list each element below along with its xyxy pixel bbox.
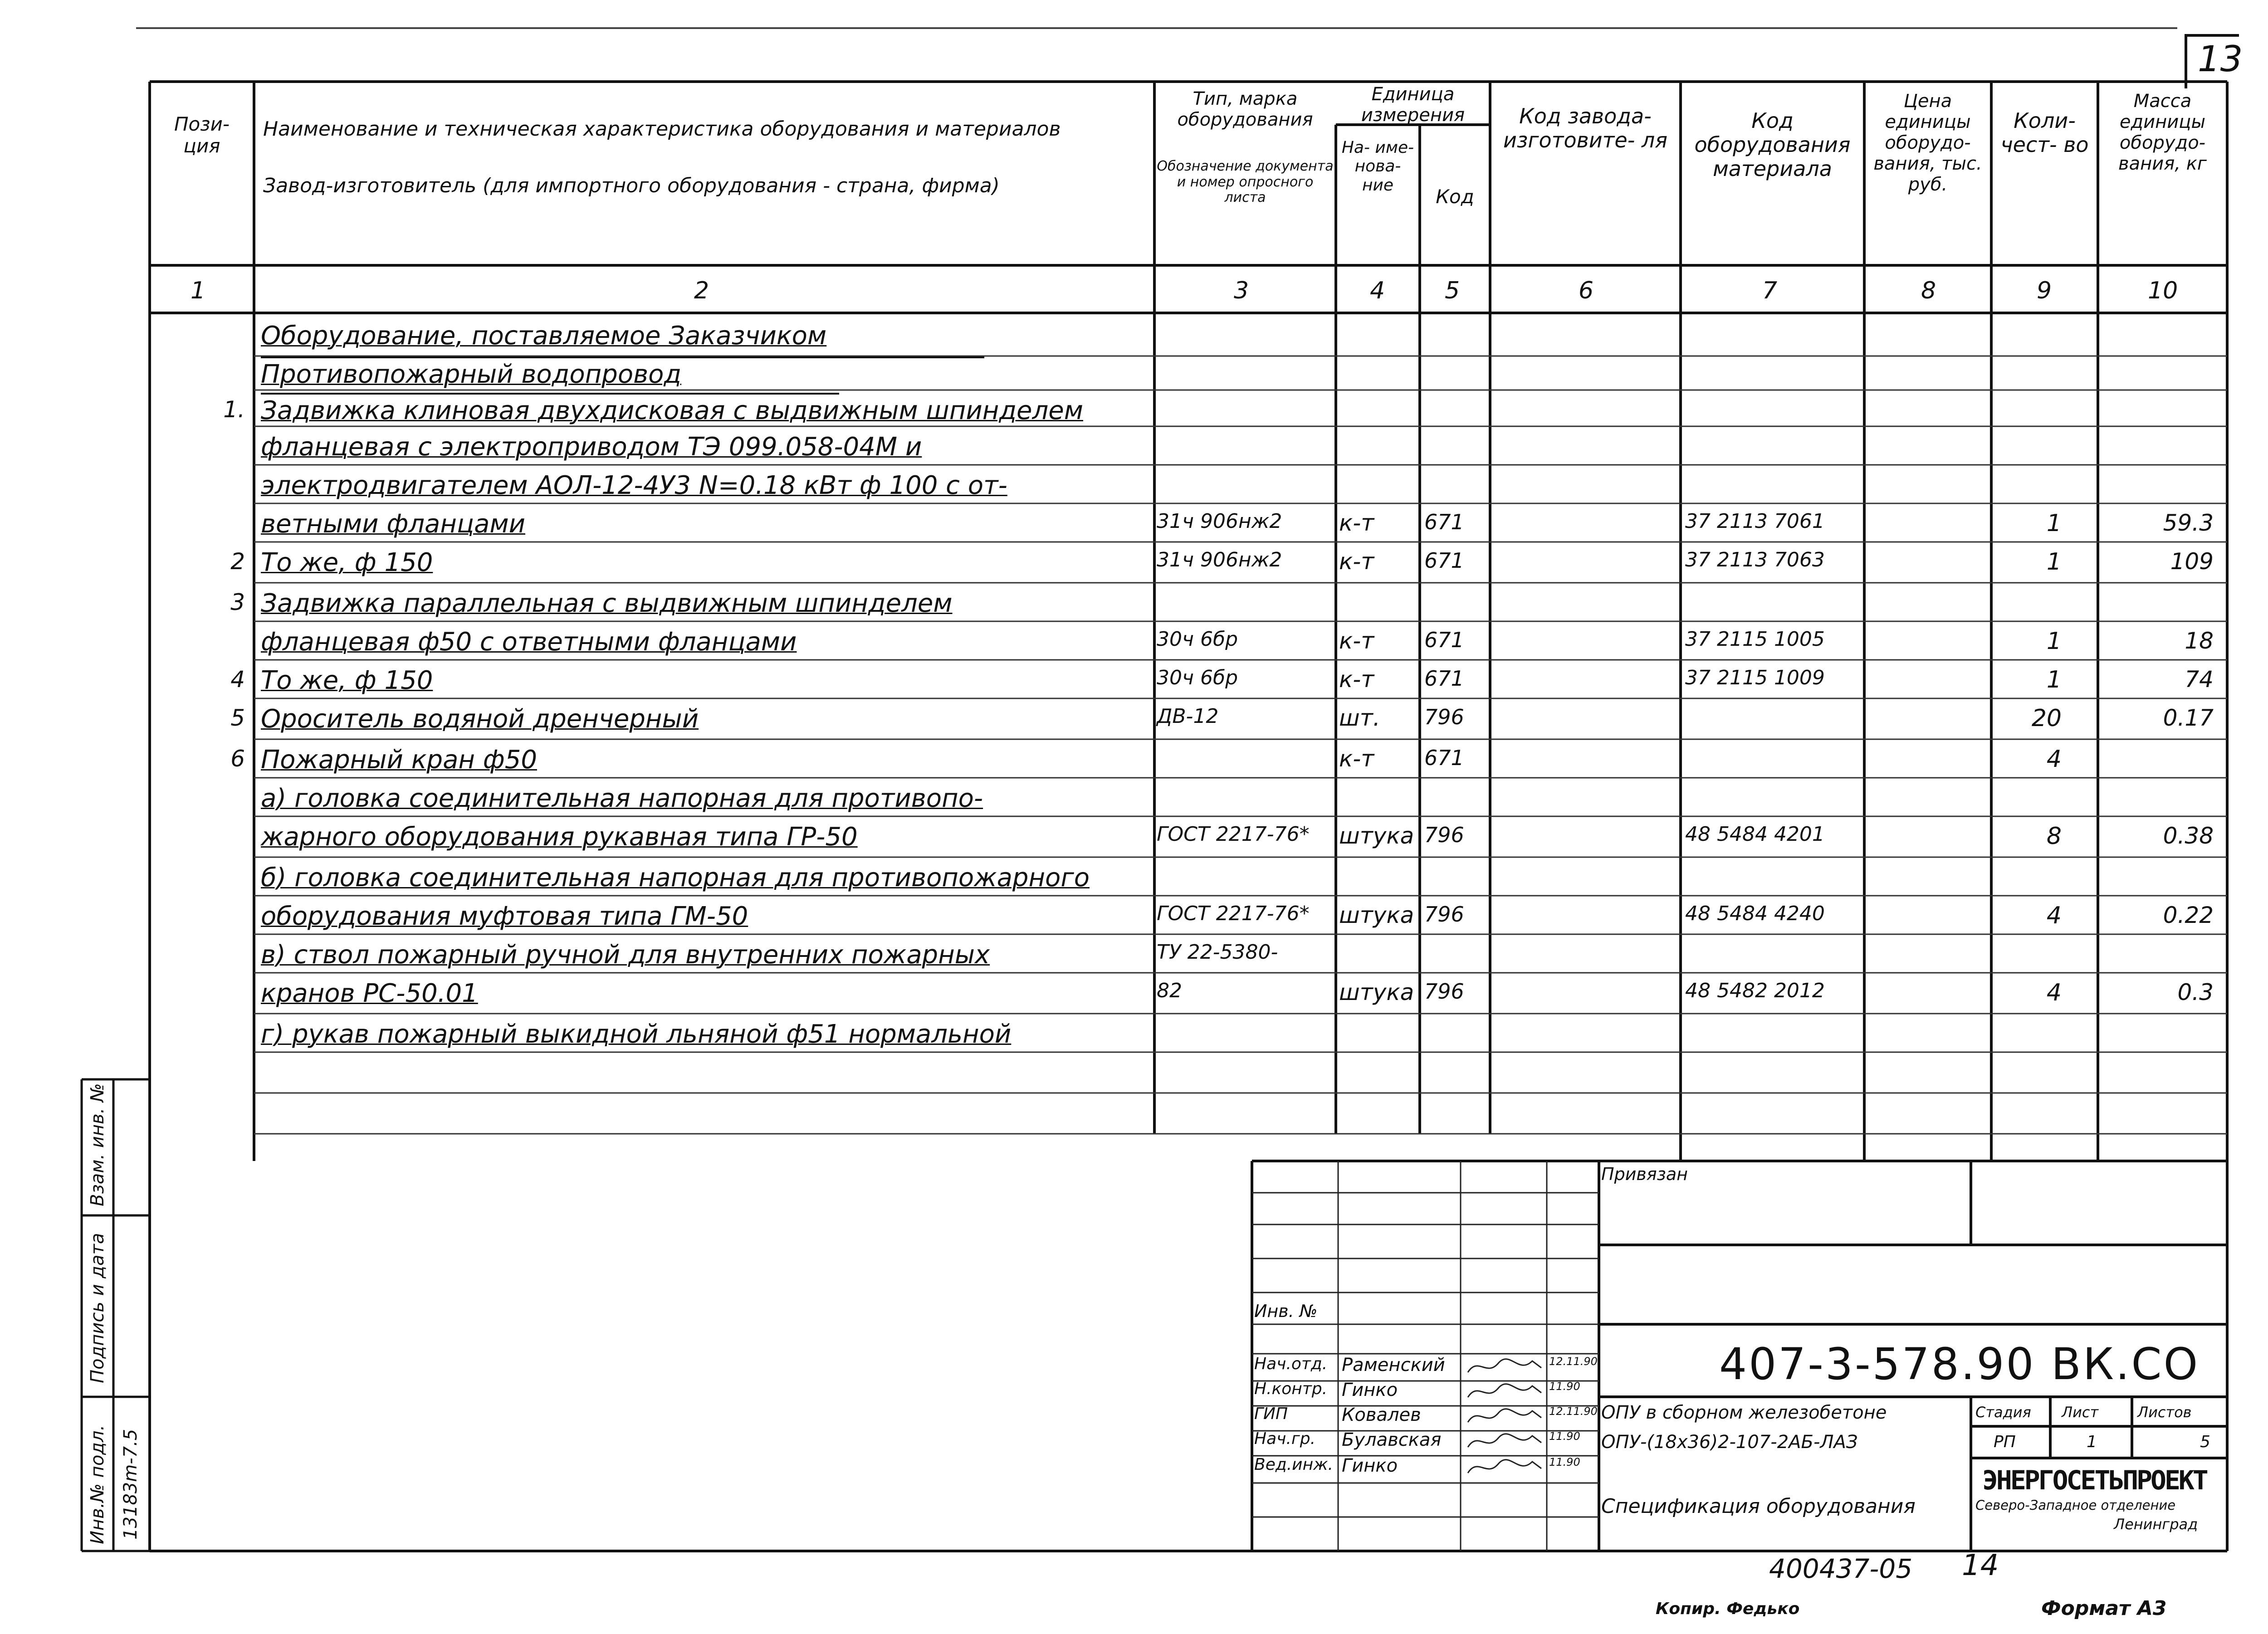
stamp-role-date: 11.90 bbox=[1549, 1430, 1580, 1443]
row-unit: к-т bbox=[1339, 510, 1374, 536]
row-unit-code: 671 bbox=[1424, 746, 1464, 770]
row-pos: 4 bbox=[230, 666, 245, 693]
signature-mark bbox=[1464, 1404, 1546, 1429]
stamp-role-role: Нач.отд. bbox=[1254, 1355, 1328, 1373]
row-name: ветными фланцами bbox=[261, 509, 526, 539]
stamp-privyazan: Привязан bbox=[1601, 1164, 1688, 1184]
row-equip-code: 37 2113 7063 bbox=[1685, 548, 1825, 571]
row-name: г) рукав пожарный выкидной льняной ф51 нормальной bbox=[261, 1019, 1012, 1049]
stamp-role-date: 12.11.90 bbox=[1549, 1405, 1598, 1418]
row-pos: 5 bbox=[230, 705, 245, 731]
row-unit-code: 796 bbox=[1424, 902, 1464, 927]
col-num-7: 7 bbox=[1762, 277, 1778, 304]
row-mass: 0.38 bbox=[2163, 823, 2214, 849]
col-num-9: 9 bbox=[2037, 277, 2052, 304]
doc-code: 407-3-578.90 ВК.СО bbox=[1719, 1339, 2200, 1390]
stamp-role-date: 11.90 bbox=[1549, 1380, 1580, 1393]
row-type: 31ч 906нж2 bbox=[1157, 548, 1282, 571]
row-equip-code: 37 2113 7061 bbox=[1685, 510, 1825, 533]
header-factory-code: Код завода- изготовите- ля bbox=[1503, 104, 1667, 152]
signature-mark bbox=[1464, 1379, 1546, 1404]
stamp-stage: РП bbox=[1994, 1433, 2016, 1451]
row-equip-code: 37 2115 1005 bbox=[1685, 628, 1825, 651]
row-unit: штука bbox=[1339, 979, 1414, 1005]
row-unit: к-т bbox=[1339, 746, 1374, 772]
row-name: оборудования муфтовая типа ГМ-50 bbox=[261, 902, 748, 931]
stamp-role-date: 12.11.90 bbox=[1549, 1355, 1598, 1368]
row-name: Противопожарный водопровод bbox=[261, 360, 682, 389]
signature-mark bbox=[1464, 1354, 1546, 1379]
row-pos: 6 bbox=[230, 746, 245, 772]
row-qty: 1 bbox=[2046, 548, 2062, 576]
copy-label: Копир. Федько bbox=[1656, 1600, 1800, 1618]
row-name: б) головка соединительная напорная для противопожарного bbox=[261, 863, 1090, 893]
header-equip-code: Код оборудования материала bbox=[1694, 108, 1851, 181]
org-city: Ленинград bbox=[2114, 1516, 2198, 1533]
row-name: Оборудование, поставляемое Заказчиком bbox=[261, 321, 827, 351]
row-pos: 2 bbox=[230, 548, 245, 575]
header-unit-code: Код bbox=[1436, 185, 1474, 208]
col-num-4: 4 bbox=[1370, 277, 1385, 304]
row-type: ГОСТ 2217-76* bbox=[1157, 902, 1310, 925]
row-pos: 1. bbox=[223, 396, 245, 423]
row-type: ТУ 22-5380- bbox=[1157, 941, 1278, 964]
row-type: 30ч 6бр bbox=[1157, 666, 1238, 689]
row-qty: 1 bbox=[2046, 628, 2062, 655]
row-name: электродвигателем АОЛ-12-4У3 N=0.18 кВт ф 100 с от- bbox=[261, 471, 1007, 500]
stamp-role-role: Н.контр. bbox=[1254, 1380, 1328, 1398]
header-type-sub: Обозначение документа и номер опросного листа bbox=[1157, 158, 1334, 205]
col-num-6: 6 bbox=[1579, 277, 1594, 304]
stamp-role-role: Нач.гр. bbox=[1254, 1429, 1316, 1448]
header-name-line2: Завод-изготовитель (для импортного оборудования - страна, фирма) bbox=[263, 174, 1000, 197]
stamp-sheets-label: Листов bbox=[2137, 1404, 2192, 1421]
stamp-desc-line1: ОПУ в сборном железобетоне bbox=[1601, 1402, 1887, 1423]
stamp-sheets: 5 bbox=[2200, 1433, 2210, 1451]
sheet-number: 13 bbox=[2198, 39, 2243, 80]
col-num-2: 2 bbox=[694, 277, 709, 304]
row-type: 30ч 6бр bbox=[1157, 628, 1238, 651]
row-unit-code: 671 bbox=[1424, 666, 1464, 691]
row-name: фланцевая ф50 с ответными фланцами bbox=[261, 627, 797, 657]
header-mass: Масса единицы оборудо- вания, кг bbox=[2118, 91, 2207, 174]
row-mass: 0.22 bbox=[2163, 902, 2214, 928]
row-qty: 4 bbox=[2046, 979, 2062, 1006]
row-unit-code: 671 bbox=[1424, 628, 1464, 652]
row-equip-code: 48 5484 4201 bbox=[1685, 823, 1825, 846]
row-name: Пожарный кран ф50 bbox=[261, 745, 537, 775]
header-pos: Пози- ция bbox=[174, 113, 230, 157]
row-type: ДВ-12 bbox=[1157, 705, 1219, 728]
row-qty: 1 bbox=[2046, 510, 2062, 537]
col-num-3: 3 bbox=[1234, 277, 1249, 304]
footer-number: 400437-05 bbox=[1769, 1553, 1913, 1584]
row-unit: к-т bbox=[1339, 548, 1374, 575]
row-qty: 4 bbox=[2046, 902, 2062, 929]
stamp-desc-line2: ОПУ-(18х36)2-107-2АБ-ЛАЗ bbox=[1601, 1432, 1858, 1453]
row-unit: шт. bbox=[1339, 705, 1380, 731]
stamp-stage-label: Стадия bbox=[1975, 1404, 2031, 1421]
stamp-sheet-label: Лист bbox=[2062, 1404, 2099, 1421]
row-unit-code: 796 bbox=[1424, 705, 1464, 729]
row-qty: 1 bbox=[2046, 666, 2062, 693]
format-label: Формат А3 bbox=[2041, 1597, 2167, 1620]
strip-inv-orig: Инв.№ подл. bbox=[87, 1424, 108, 1544]
row-qty: 4 bbox=[2046, 746, 2062, 773]
row-unit-code: 796 bbox=[1424, 979, 1464, 1004]
row-mass: 18 bbox=[2185, 628, 2214, 654]
stamp-role-role: Вед.инж. bbox=[1254, 1455, 1333, 1474]
header-qty: Коли- чест- во bbox=[2000, 108, 2089, 157]
row-mass: 0.3 bbox=[2177, 979, 2214, 1005]
row-unit: к-т bbox=[1339, 666, 1374, 693]
stamp-role-name: Раменский bbox=[1342, 1355, 1445, 1375]
row-name: кранов РС-50.01 bbox=[261, 979, 478, 1008]
row-type: 82 bbox=[1157, 979, 1182, 1002]
signature-mark bbox=[1464, 1455, 1546, 1480]
col-num-1: 1 bbox=[191, 277, 206, 304]
row-unit: штука bbox=[1339, 902, 1414, 928]
col-num-5: 5 bbox=[1445, 277, 1460, 304]
row-name: в) ствол пожарный ручной для внутренних пожарных bbox=[261, 940, 990, 970]
row-equip-code: 37 2115 1009 bbox=[1685, 666, 1825, 689]
row-mass: 74 bbox=[2185, 666, 2214, 693]
row-mass: 59.3 bbox=[2163, 510, 2214, 536]
row-name: То же, ф 150 bbox=[261, 666, 433, 695]
stamp-inv-no: Инв. № bbox=[1254, 1301, 1318, 1321]
org-branch: Северо-Западное отделение bbox=[1975, 1497, 2176, 1513]
strip-inv-value: 13183m-7.5 bbox=[120, 1429, 141, 1540]
row-equip-code: 48 5482 2012 bbox=[1685, 979, 1825, 1002]
row-name: фланцевая с электроприводом ТЭ 099.058-04М и bbox=[261, 432, 922, 462]
row-name: Ороситель водяной дренчерный bbox=[261, 704, 699, 734]
col-num-10: 10 bbox=[2148, 277, 2178, 304]
stamp-role-name: Булавская bbox=[1342, 1429, 1442, 1450]
row-name: а) головка соединительная напорная для противопо- bbox=[261, 784, 983, 813]
row-equip-code: 48 5484 4240 bbox=[1685, 902, 1825, 925]
strip-inv-dup: Взам. инв. № bbox=[87, 1083, 108, 1206]
strip-sign-date: Подпись и дата bbox=[87, 1233, 108, 1383]
row-pos: 3 bbox=[230, 589, 245, 615]
row-unit-code: 671 bbox=[1424, 510, 1464, 534]
row-name: Задвижка параллельная с выдвижным шпинделем bbox=[261, 589, 953, 618]
row-name: жарного оборудования рукавная типа ГР-50 bbox=[261, 822, 858, 852]
stamp-sheet: 1 bbox=[2087, 1433, 2097, 1451]
row-unit: к-т bbox=[1339, 628, 1374, 654]
stamp-role-role: ГИП bbox=[1254, 1405, 1288, 1423]
row-type: 31ч 906нж2 bbox=[1157, 510, 1282, 533]
col-num-8: 8 bbox=[1921, 277, 1936, 304]
footer-page: 14 bbox=[1962, 1549, 1999, 1582]
header-price: Цена единицы оборудо- вания, тыс. руб. bbox=[1873, 91, 1982, 195]
row-unit-code: 671 bbox=[1424, 548, 1464, 573]
row-type: ГОСТ 2217-76* bbox=[1157, 823, 1310, 846]
row-name: Задвижка клиновая двухдисковая с выдвижным шпинделем bbox=[261, 396, 1083, 425]
row-qty: 8 bbox=[2046, 823, 2062, 850]
stamp-doc-title: Спецификация оборудования bbox=[1601, 1495, 1916, 1518]
stamp-role-name: Гинко bbox=[1342, 1455, 1398, 1476]
org-name: ЭНЕРГОСЕТЬПРОЕКТ bbox=[1982, 1465, 2207, 1496]
row-unit-code: 796 bbox=[1424, 823, 1464, 847]
stamp-role-name: Гинко bbox=[1342, 1380, 1398, 1400]
header-unit-group: Единица измерения bbox=[1361, 84, 1465, 126]
row-qty: 20 bbox=[2031, 705, 2062, 732]
row-mass: 109 bbox=[2170, 548, 2214, 575]
header-unit-name: На- име- нова- ние bbox=[1341, 138, 1414, 195]
signature-mark bbox=[1464, 1429, 1546, 1454]
header-type: Тип, марка оборудования bbox=[1177, 88, 1313, 130]
header-name-line1: Наименование и техническая характеристика оборудования и материалов bbox=[263, 117, 1061, 141]
stamp-role-name: Ковалев bbox=[1342, 1405, 1421, 1425]
row-unit: штука bbox=[1339, 823, 1414, 849]
stamp-role-date: 11.90 bbox=[1549, 1456, 1580, 1468]
row-name: То же, ф 150 bbox=[261, 548, 433, 577]
row-mass: 0.17 bbox=[2163, 705, 2214, 731]
